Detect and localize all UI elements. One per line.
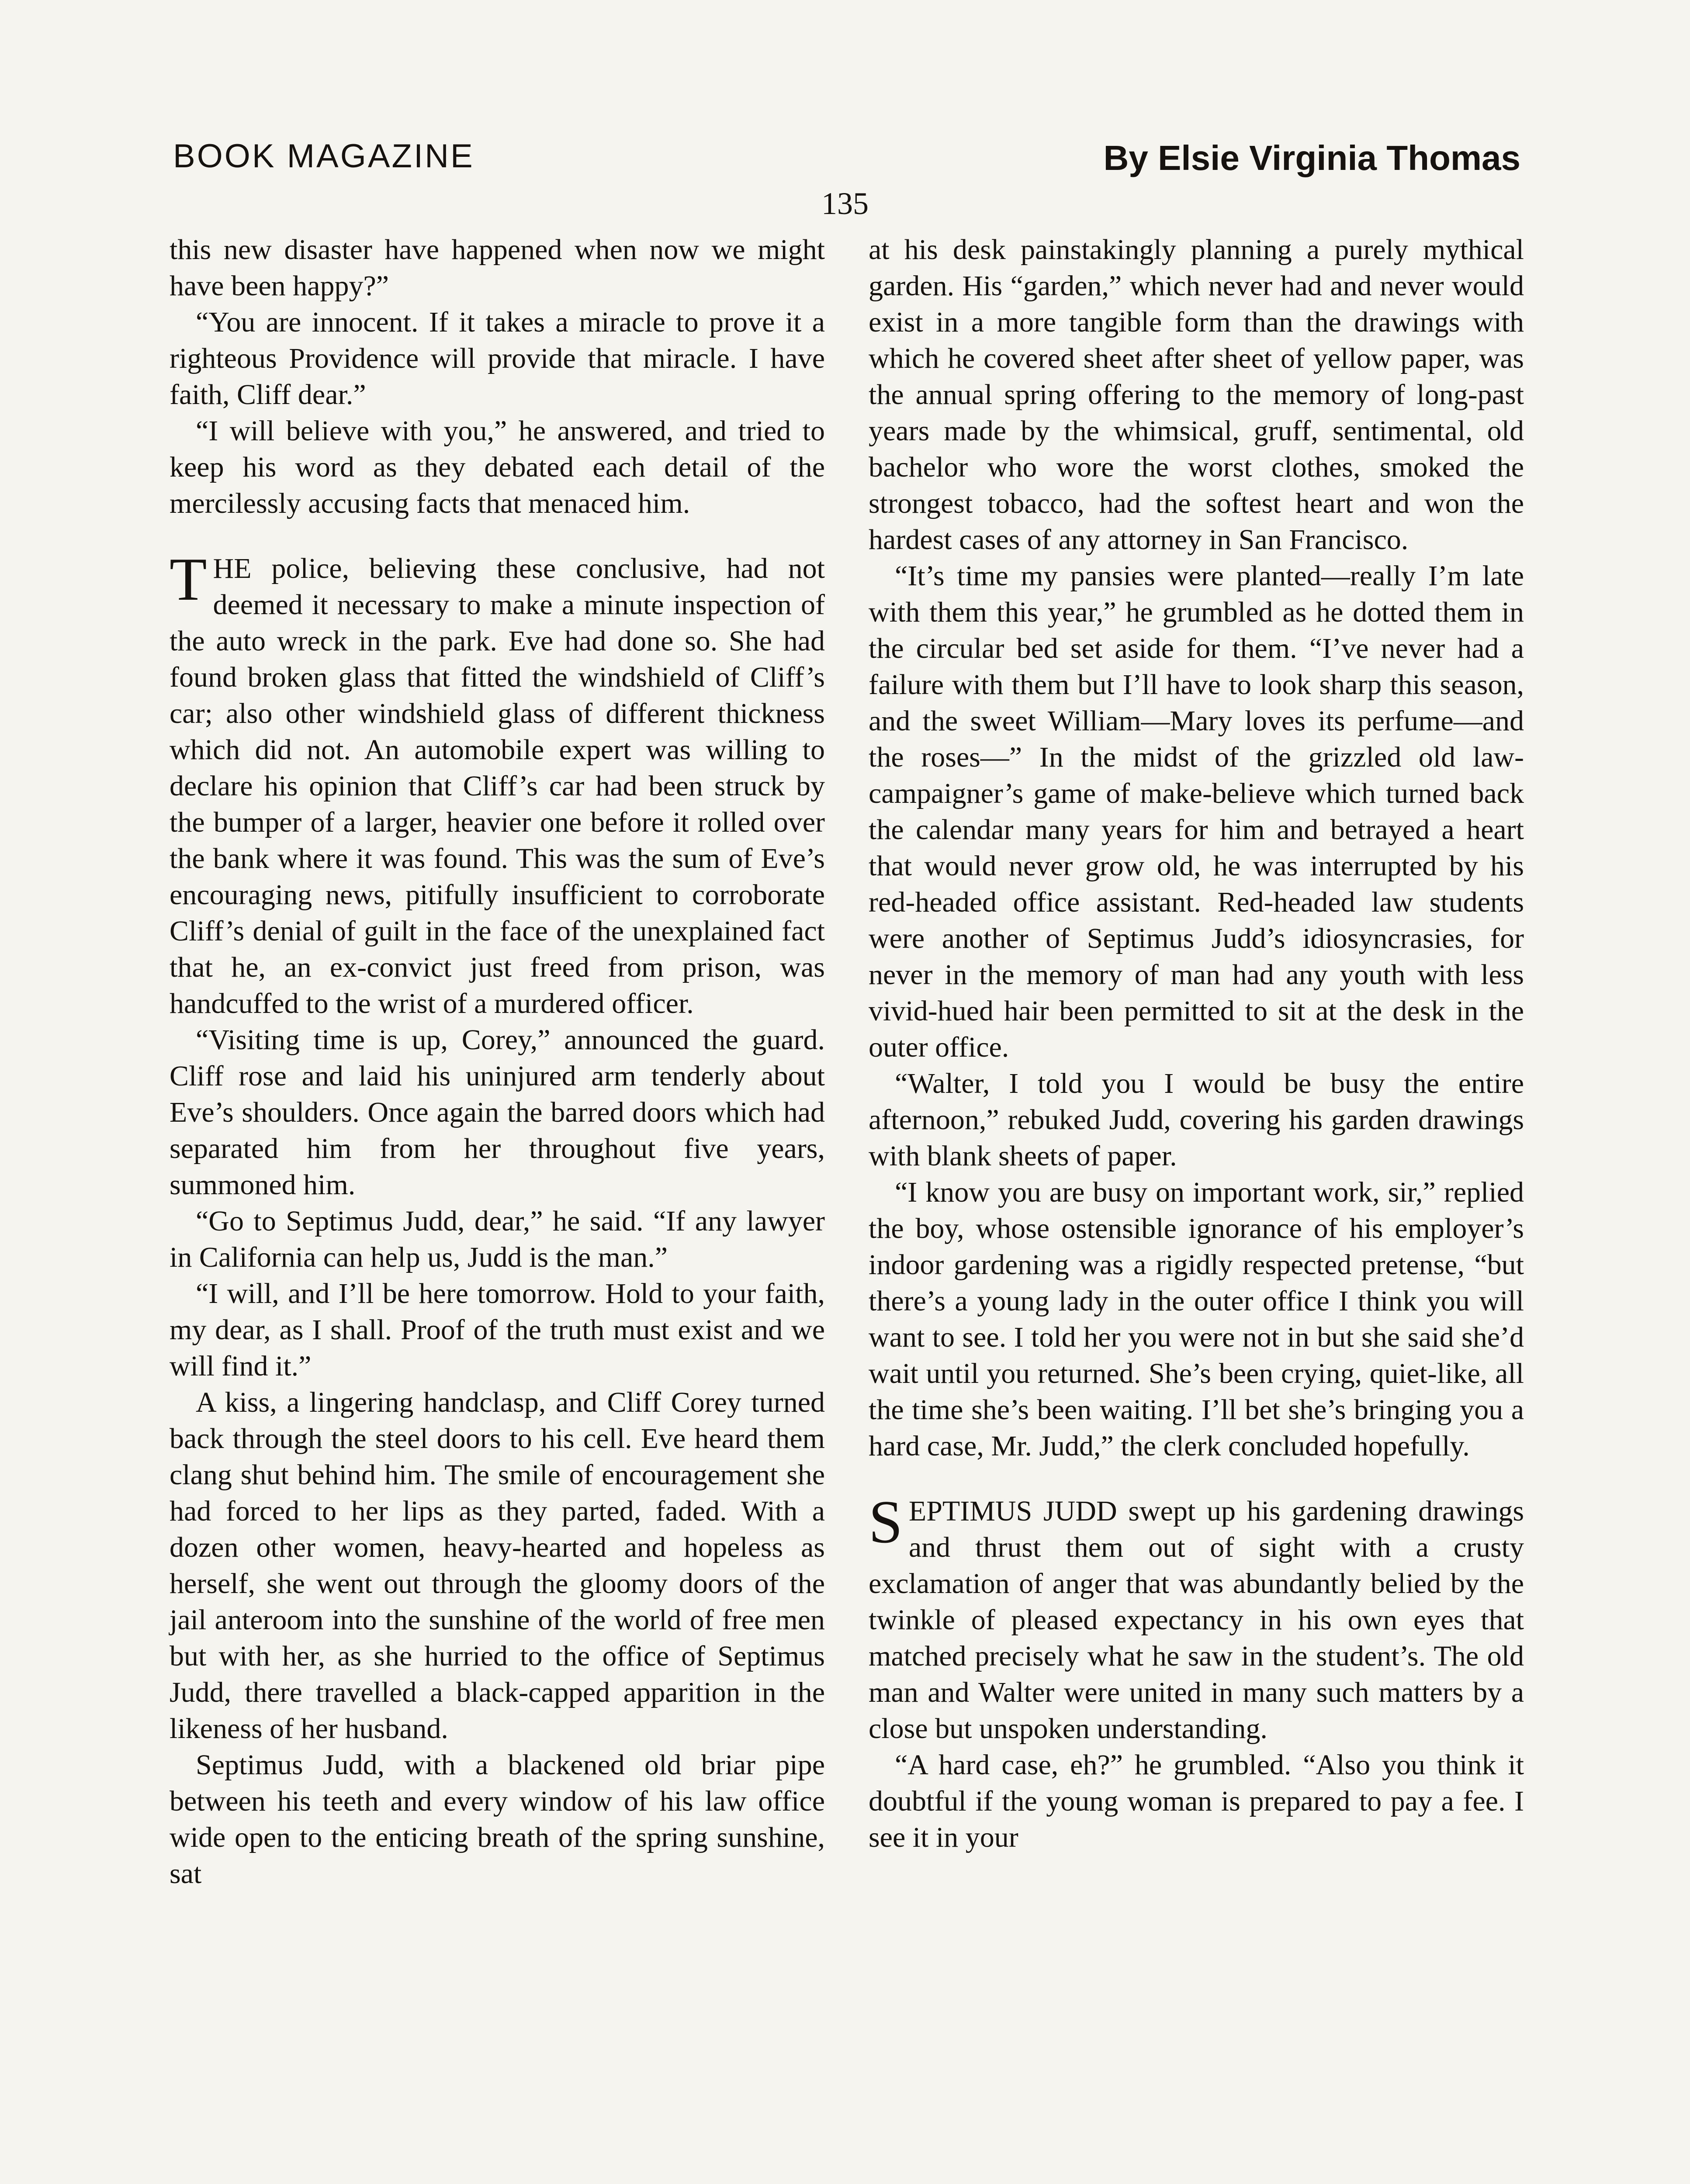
section-paragraph [170,546,825,1022]
page-number: 135 [821,186,869,221]
paragraph: “I will, and I’ll be here tomorrow. Hold to your faith, my dear, as I shall. Proof of the truth must exist and we will find it.” [170,1278,825,1382]
paragraph: “You are innocent. If it takes a miracle to prove it a righteous Providence will provide that miracle. I have faith, Cliff dear.” [170,306,825,411]
paragraph-text: EPTIMUS JUDD swept up his gardening drawings and thrust them out of sight with a crusty exclamation of anger that was abundantly belied by the twinkle of pleased expectancy in his own eyes that matched precisely what he saw in the student’s. The old man and Walter were united in many such matters by a close but unspoken understanding. [869,1495,1524,1745]
drop-cap: T [170,546,207,613]
paragraph: this new disaster have happened when now we might have been happy?” [170,234,825,302]
paragraph: “A hard case, eh?” he grumbled. “Also you think it doubtful if the young woman is prepared to pay a fee. I see it in your [869,1749,1524,1853]
section-paragraph [869,1488,1524,1747]
paragraph: “I will believe with you,” he answered, and tried to keep his word as they debated each detail of the mercilessly accusing facts that menaced him. [170,415,825,519]
paragraph: “Walter, I told you I would be busy the entire afternoon,” rebuked Judd, covering his garden drawings with blank sheets of paper. [869,1068,1524,1172]
paragraph: Septimus Judd, with a blackened old briar pipe between his teeth and every window of his law office wide open to the enticing breath of the spring sunshine, sat [170,1749,825,1890]
publication-header: BOOK MAGAZINE [173,138,474,175]
paragraph: at his desk painstakingly planning a purely mythical garden. His “garden,” which never had and never would exist in a more tangible form than the drawings with which he covered sheet after sheet of yellow paper, was the annual spring offering to the memory of long-past years made by the whimsical, gruff, sentimental, old bachelor who wore the worst clothes, smoked the strongest tobacco, had the softest heart and won the hardest cases of any attorney in San Francisco. [869,234,1524,556]
drop-cap: S [869,1488,903,1556]
paragraph-text: HE police, believing these conclusive, had not deemed it necessary to make a minute inspection of the auto wreck in the park. Eve had done so. She had found broken glass that fitted the windshield of Cliff’s car; also other windshield glass of different thickness which did not. An automobile expert was willing to declare his opinion that Cliff’s car had been struck by the bumper of a larger, heavier one before it rolled over the bank where it was found. This was the sum of Eve’s encouraging news, pitifully insufficient to corroborate Cliff’s denial of guilt in the face of the unexplained fact that he, an ex-convict just freed from prison, was handcuffed to the wrist of a murdered officer. [170,553,825,1019]
paragraph: “It’s time my pansies were planted—really I’m late with them this year,” he grumbled as he dotted them in the circular bed set aside for them. “I’ve never had a failure with them but I’ll have to look sharp this season, and the sweet William—Mary loves its perfume—and the roses—” In the midst of the grizzled old law-campaigner’s game of make-believe which turned back the calendar many years for him and betrayed a heart that would never grow old, he was interrupted by his red-headed office assistant. Red-headed law students were another of Septimus Judd’s idiosyncrasies, for never in the memory of man had any youth with less vivid-hued hair been permitted to sit at the desk in the outer office. [869,560,1524,1063]
paragraph: “Go to Septimus Judd, dear,” he said. “If any lawyer in California can help us, Judd is the man.” [170,1205,825,1273]
paragraph: A kiss, a lingering handclasp, and Cliff Corey turned back through the steel doors to his cell. Eve heard them clang shut behind him. The smile of encouragement she had forced to her lips as they parted, faded. With a dozen other women, heavy-hearted and hopeless as herself, she went out through the gloomy doors of the jail anteroom into the sunshine of the world of free men but with her, as she hurried to the office of Septimus Judd, there travelled a black-capped apparition in the likeness of her husband. [170,1386,825,1745]
paragraph: “Visiting time is up, Corey,” announced the guard. Cliff rose and laid his uninjured arm tenderly about Eve’s shoulders. Once again the barred doors which had separated him from her throughout five years, summoned him. [170,1024,825,1201]
left-column [170,232,825,1892]
paragraph: “I know you are busy on important work, sir,” replied the boy, whose ostensible ignorance of his employer’s indoor gardening was a rigidly respected pretense, “but there’s a young lady in the outer office I think you will want to see. I told her you were not in but she said she’d wait until you returned. She’s been crying, quiet-like, all the time she’s been waiting. I’ll bet she’s bringing you a hard case, Mr. Judd,” the clerk concluded hopefully. [869,1176,1524,1462]
right-column [869,232,1524,1856]
author-byline: By Elsie Virginia Thomas [1103,138,1520,177]
